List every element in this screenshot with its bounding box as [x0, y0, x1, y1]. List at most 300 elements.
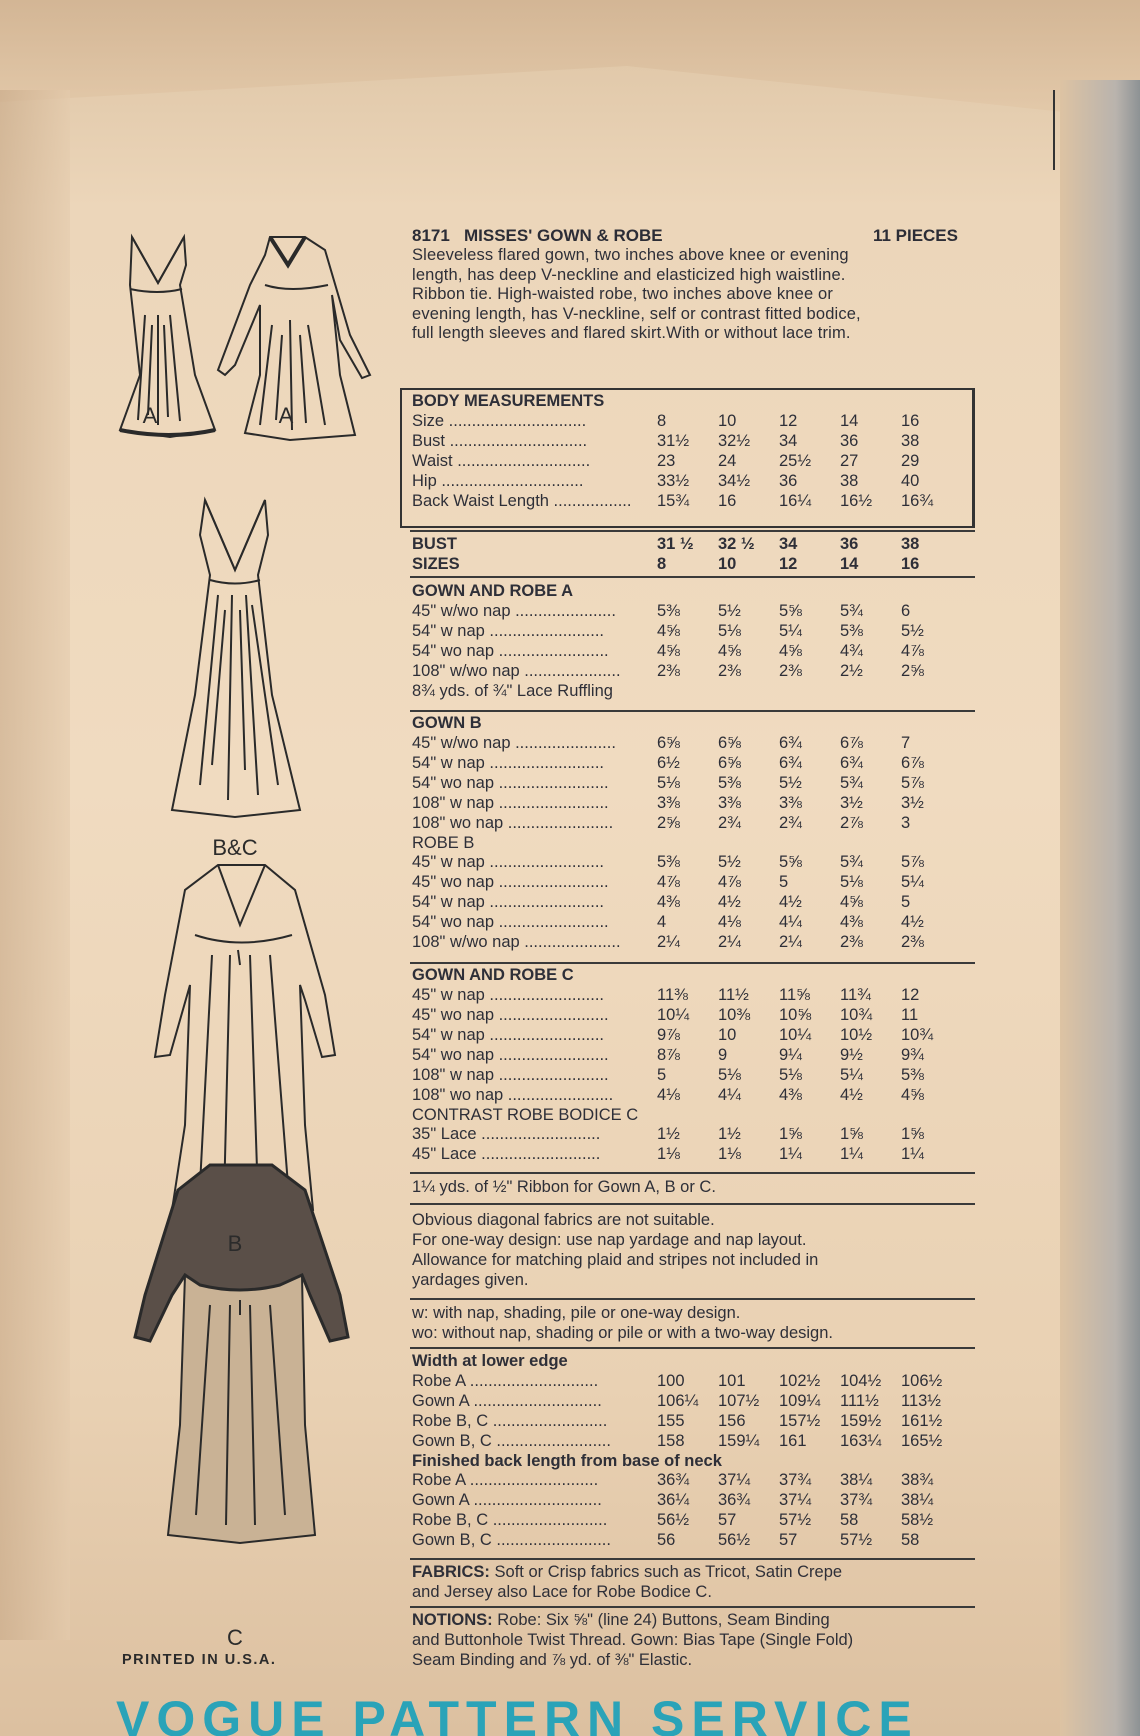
- divider: [410, 710, 975, 712]
- row-label: 45" w/wo nap ......................: [412, 733, 616, 752]
- size-value-cell: 1⅛: [657, 1145, 680, 1164]
- size-value-cell: 5⅞: [901, 853, 924, 872]
- size-value-cell: 29: [901, 451, 920, 470]
- size-value-cell: 2⅝: [657, 813, 680, 832]
- description-line: length, has deep V-neckline and elasticized high waistline.: [412, 265, 846, 284]
- size-value-cell: 5⅝: [779, 601, 802, 620]
- notions-text: Seam Binding and ⅞ yd. of ⅜" Elastic.: [412, 1651, 693, 1669]
- row-label: 108" w nap ........................: [412, 1065, 609, 1084]
- size-value-cell: 6⅝: [657, 733, 680, 752]
- size-value-cell: 5¼: [779, 621, 802, 640]
- table-row: [412, 754, 962, 774]
- row-label: 45" w nap .........................: [412, 985, 605, 1004]
- size-value-cell: 4⅝: [718, 641, 741, 660]
- size-value-cell: 11¾: [840, 985, 871, 1004]
- section-footer: 8¾ yds. of ¾" Lace Ruffling: [412, 681, 613, 700]
- size-value-cell: 14: [840, 411, 859, 430]
- size-value-cell: 58: [901, 1531, 920, 1550]
- table-row: [412, 893, 962, 913]
- size-value-cell: 2⅞: [840, 813, 863, 832]
- table-row: [412, 662, 962, 682]
- size-value-cell: 56½: [657, 1511, 690, 1530]
- size-value-cell: 1⅛: [718, 1145, 741, 1164]
- note-line: For one-way design: use nap yardage and nap layout.: [412, 1231, 807, 1249]
- gown-robe-a-section: [412, 582, 962, 701]
- row-label: 108" wo nap .......................: [412, 813, 614, 832]
- size-value-cell: 4⅜: [840, 913, 863, 932]
- size-value-cell: 5½: [718, 853, 741, 872]
- pattern-number: 8171: [412, 226, 450, 245]
- size-value-cell: 4¼: [718, 1085, 741, 1104]
- size-value-cell: 16: [901, 411, 920, 430]
- size-value-cell: 10¾: [901, 1025, 934, 1044]
- row-label: Back Waist Length .................: [412, 491, 632, 510]
- size-value-cell: 37¾: [779, 1471, 812, 1490]
- envelope-right-edge: [1060, 80, 1140, 1736]
- size-value-cell: 57½: [840, 1531, 873, 1550]
- size-value-cell: 4½: [718, 893, 741, 912]
- size-value-cell: 24: [718, 451, 737, 470]
- size-value-cell: 10½: [840, 1025, 873, 1044]
- size-value-cell: 4½: [901, 913, 924, 932]
- divider: [410, 1172, 975, 1174]
- size-value-cell: 6¾: [840, 753, 863, 772]
- size-value-cell: 1¼: [901, 1145, 924, 1164]
- divider: [410, 1298, 975, 1300]
- row-label: Bust ..............................: [412, 431, 588, 450]
- size-value-cell: 5½: [718, 601, 741, 620]
- size-value-cell: 2⅜: [718, 661, 741, 680]
- size-value-cell: 2¾: [779, 813, 802, 832]
- divider: [410, 530, 975, 532]
- row-label: Gown A ............................: [412, 1491, 602, 1510]
- length-title: Finished back length from base of neck: [412, 1451, 722, 1470]
- table-row: [412, 1026, 962, 1046]
- envelope-left-edge: [0, 90, 70, 1640]
- size-value-cell: 165½: [901, 1431, 943, 1450]
- row-label: Size ..............................: [412, 411, 587, 430]
- size-value-cell: 16¼: [779, 491, 812, 510]
- row-label: 108" w/wo nap .....................: [412, 933, 621, 952]
- size-value-cell: 5⅜: [657, 601, 680, 620]
- table-row: [412, 873, 962, 893]
- size-value-cell: 5⅞: [901, 773, 924, 792]
- size-value-cell: 25½: [779, 451, 812, 470]
- notions-note: [412, 1610, 962, 1670]
- row-label: Robe A ............................: [412, 1371, 599, 1390]
- size-value-cell: 5⅜: [901, 1065, 924, 1084]
- table-row: [412, 1471, 962, 1491]
- size-value-cell: 38¼: [840, 1471, 873, 1490]
- size-value-cell: 38¼: [901, 1491, 934, 1510]
- description-line: evening length, has V-neckline, self or contrast fitted bodice,: [412, 304, 861, 323]
- size-value-cell: 36¾: [718, 1491, 751, 1510]
- row-label: 35" Lace ..........................: [412, 1125, 601, 1144]
- section-title: GOWN B: [412, 714, 482, 732]
- note-line: yardages given.: [412, 1271, 529, 1289]
- sketch-gown-bc: [172, 500, 300, 817]
- size-value-cell: 1½: [657, 1125, 680, 1144]
- size-value-cell: 10¾: [840, 1005, 873, 1024]
- gown-robe-c-section: [412, 966, 962, 1165]
- size-value-cell: 57½: [779, 1511, 812, 1530]
- size-value-cell: 9⅞: [657, 1025, 680, 1044]
- size-value-cell: 159¼: [718, 1431, 760, 1450]
- table-row: [412, 1372, 962, 1392]
- description-line: full length sleeves and flared skirt.With or without lace trim.: [412, 324, 851, 342]
- garment-sketches: [100, 225, 400, 1685]
- size-value-cell: 107½: [718, 1391, 760, 1410]
- size-value-cell: 5¼: [840, 1065, 863, 1084]
- size-value-cell: 10⅜: [718, 1005, 751, 1024]
- size-value-cell: 4¾: [840, 641, 863, 660]
- size-value-cell: 5⅛: [840, 873, 863, 892]
- size-value-cell: 33½: [657, 471, 690, 490]
- table-row: [412, 1046, 962, 1066]
- table-row: [412, 734, 962, 754]
- notions-label: NOTIONS:: [412, 1611, 493, 1629]
- size-value-cell: 156: [718, 1411, 746, 1430]
- table-row: [412, 412, 962, 432]
- pattern-title: MISSES' GOWN & ROBE: [464, 226, 663, 245]
- size-value-cell: 34½: [718, 471, 751, 490]
- size-value-cell: 2¼: [779, 933, 802, 952]
- size-value-cell: 2⅝: [901, 661, 924, 680]
- note-line: wo: without nap, shading or pile or with a two-way design.: [412, 1324, 833, 1342]
- divider: [410, 1203, 975, 1205]
- row-label: BUST: [412, 535, 457, 554]
- row-label: 45" Lace ..........................: [412, 1145, 601, 1164]
- size-value-cell: 5: [779, 873, 789, 892]
- size-value-cell: 10: [718, 411, 737, 430]
- size-value-cell: 16¾: [901, 491, 934, 510]
- table-row: [412, 933, 962, 953]
- notions-text: Robe: Six ⅝" (line 24) Buttons, Seam Binding: [492, 1611, 830, 1629]
- size-value-cell: 10: [718, 1025, 737, 1044]
- table-row: [412, 814, 962, 834]
- size-value-cell: 161½: [901, 1411, 943, 1430]
- row-label: 45" wo nap ........................: [412, 1005, 609, 1024]
- sketch-gown-a: [120, 237, 215, 437]
- body-measurements-table: [412, 412, 962, 512]
- table-row: [412, 432, 962, 452]
- size-value-cell: 56½: [718, 1531, 751, 1550]
- size-value-cell: 15¾: [657, 491, 690, 510]
- note-line: Allowance for matching plaid and stripes not included in: [412, 1251, 819, 1269]
- size-value-cell: 158: [657, 1431, 685, 1450]
- size-value-cell: 102½: [779, 1371, 821, 1390]
- size-value-cell: 4⅜: [657, 893, 680, 912]
- size-value-cell: 106½: [901, 1371, 943, 1390]
- size-value-cell: 5¾: [840, 773, 863, 792]
- size-value-cell: 56: [657, 1531, 676, 1550]
- notions-text: and Buttonhole Twist Thread. Gown: Bias Tape (Single Fold): [412, 1631, 854, 1649]
- size-value-cell: 1¼: [840, 1145, 863, 1164]
- size-value-cell: 5⅛: [718, 1065, 741, 1084]
- row-label: SIZES: [412, 555, 460, 574]
- size-value-cell: 4⅞: [901, 641, 924, 660]
- sketch-robe-c: [135, 1165, 348, 1543]
- table-row: [412, 1392, 962, 1412]
- size-value-cell: 2⅜: [840, 933, 863, 952]
- fabric-notes: [412, 1210, 962, 1290]
- description-line: Sleeveless flared gown, two inches above knee or evening: [412, 246, 849, 264]
- size-value-cell: 12: [779, 555, 798, 574]
- size-value-cell: 163¼: [840, 1431, 882, 1450]
- size-value-cell: 11½: [718, 985, 749, 1004]
- size-value-cell: 4⅜: [779, 1085, 802, 1104]
- table-row: [412, 1491, 962, 1511]
- divider: [410, 1347, 975, 1349]
- size-value-cell: 5: [901, 893, 911, 912]
- row-label: Gown A ............................: [412, 1391, 602, 1410]
- table-row: [412, 642, 962, 662]
- size-value-cell: 5: [657, 1065, 667, 1084]
- size-value-cell: 40: [901, 471, 920, 490]
- table-row: [412, 492, 962, 512]
- width-lower-edge: [412, 1352, 962, 1551]
- size-value-cell: 2½: [840, 661, 863, 680]
- size-value-cell: 5½: [779, 773, 802, 792]
- figure-label-c: C: [227, 1625, 243, 1650]
- row-label: Robe B, C .........................: [412, 1511, 608, 1530]
- section-table: [412, 986, 962, 1106]
- row-label: 108" w nap ........................: [412, 793, 609, 812]
- size-value-cell: 1⅝: [779, 1125, 802, 1144]
- section-table: [412, 853, 962, 953]
- size-value-cell: 14: [840, 555, 859, 574]
- size-value-cell: 5⅜: [840, 621, 863, 640]
- size-value-cell: 1⅝: [901, 1125, 924, 1144]
- size-value-cell: 8: [657, 411, 667, 430]
- size-value-cell: 32½: [718, 431, 751, 450]
- divider: [410, 1606, 975, 1608]
- section-title: GOWN AND ROBE A: [412, 582, 574, 600]
- nap-legend: [412, 1303, 962, 1343]
- table-row: [412, 452, 962, 472]
- size-value-cell: 5⅛: [718, 621, 741, 640]
- size-value-cell: 9½: [840, 1045, 863, 1064]
- table-row: [412, 535, 962, 555]
- size-value-cell: 1½: [718, 1125, 741, 1144]
- table-row: [412, 1086, 962, 1106]
- pattern-description: [412, 246, 962, 344]
- figure-label-a2: A: [278, 403, 294, 428]
- row-label: Robe B, C .........................: [412, 1411, 608, 1430]
- printed-in-usa: PRINTED IN U.S.A.: [122, 1652, 277, 1668]
- size-value-cell: 3⅜: [718, 793, 741, 812]
- size-value-cell: 58: [840, 1511, 859, 1530]
- section-title: CONTRAST ROBE BODICE C: [412, 1105, 639, 1124]
- envelope-crease: [1053, 90, 1055, 170]
- size-value-cell: 5¾: [840, 853, 863, 872]
- size-value-cell: 3⅜: [657, 793, 680, 812]
- size-value-cell: 4⅝: [657, 641, 680, 660]
- size-value-cell: 37¾: [840, 1491, 873, 1510]
- size-value-cell: 104½: [840, 1371, 882, 1390]
- table-row: [412, 1531, 962, 1551]
- size-value-cell: 2⅜: [779, 661, 802, 680]
- size-value-cell: 23: [657, 451, 676, 470]
- table-row: [412, 1066, 962, 1086]
- size-value-cell: 10: [718, 555, 737, 574]
- body-measurements: [412, 392, 962, 512]
- size-value-cell: 4⅝: [779, 641, 802, 660]
- section-table: [412, 1125, 962, 1165]
- row-label: Robe A ............................: [412, 1471, 599, 1490]
- size-value-cell: 100: [657, 1371, 685, 1390]
- size-value-cell: 1¼: [779, 1145, 802, 1164]
- size-value-cell: 7: [901, 733, 911, 752]
- table-row: [412, 913, 962, 933]
- size-value-cell: 4⅞: [657, 873, 680, 892]
- size-value-cell: 9¾: [901, 1045, 924, 1064]
- size-value-cell: 5⅜: [718, 773, 741, 792]
- size-value-cell: 36¾: [657, 1471, 690, 1490]
- size-value-cell: 155: [657, 1411, 685, 1430]
- row-label: 45" wo nap ........................: [412, 873, 609, 892]
- size-value-cell: 31 ½: [657, 535, 694, 554]
- size-value-cell: 58½: [901, 1511, 934, 1530]
- size-value-cell: 16: [901, 555, 920, 574]
- size-value-cell: 6⅞: [840, 733, 863, 752]
- size-value-cell: 2⅜: [901, 933, 924, 952]
- size-value-cell: 16: [718, 491, 737, 510]
- size-value-cell: 8: [657, 555, 667, 574]
- table-row: [412, 472, 962, 492]
- size-value-cell: 4⅛: [718, 913, 741, 932]
- fabrics-text: Soft or Crisp fabrics such as Tricot, Satin Crepe: [489, 1563, 843, 1581]
- row-label: Gown B, C .........................: [412, 1431, 611, 1450]
- row-label: Hip ...............................: [412, 471, 584, 490]
- size-value-cell: 4⅝: [657, 621, 680, 640]
- table-row: [412, 555, 962, 575]
- size-value-cell: 2⅜: [657, 661, 680, 680]
- note-line: Obvious diagonal fabrics are not suitable.: [412, 1211, 715, 1229]
- size-value-cell: 109¼: [779, 1391, 821, 1410]
- row-label: Waist .............................: [412, 451, 591, 470]
- size-value-cell: 8⅞: [657, 1045, 680, 1064]
- size-value-cell: 4⅛: [657, 1085, 680, 1104]
- table-row: [412, 602, 962, 622]
- size-value-cell: 2¾: [718, 813, 741, 832]
- size-value-cell: 6⅝: [718, 733, 741, 752]
- width-title: Width at lower edge: [412, 1352, 568, 1370]
- size-value-cell: 38¾: [901, 1471, 934, 1490]
- section-table: [412, 602, 962, 682]
- figure-label-b: B: [227, 1231, 243, 1256]
- body-measurements-title: BODY MEASUREMENTS: [412, 392, 605, 410]
- size-value-cell: 113½: [901, 1391, 942, 1410]
- table-row: [412, 1412, 962, 1432]
- size-value-cell: 6⅞: [901, 753, 924, 772]
- size-value-cell: 27: [840, 451, 859, 470]
- size-value-cell: 5⅛: [657, 773, 680, 792]
- size-value-cell: 157½: [779, 1411, 821, 1430]
- size-value-cell: 4: [657, 913, 667, 932]
- divider: [410, 576, 975, 578]
- row-label: 54" wo nap ........................: [412, 641, 609, 660]
- table-row: [412, 794, 962, 814]
- note-line: w: with nap, shading, pile or one-way design.: [412, 1304, 741, 1322]
- size-value-cell: 3½: [840, 793, 863, 812]
- table-row: [412, 1006, 962, 1026]
- table-row: [412, 622, 962, 642]
- row-label: 45" w/wo nap ......................: [412, 601, 616, 620]
- row-label: 54" w nap .........................: [412, 893, 605, 912]
- size-value-cell: 34: [779, 431, 798, 450]
- garment-illustrations: [100, 225, 400, 1685]
- section-title: ROBE B: [412, 833, 475, 852]
- brand-banner: VOGUE PATTERN SERVICE: [116, 1691, 919, 1736]
- size-value-cell: 34: [779, 535, 798, 554]
- size-value-cell: 36: [840, 535, 859, 554]
- length-table: [412, 1471, 962, 1551]
- size-value-cell: 11⅝: [779, 985, 810, 1004]
- row-label: 54" w nap .........................: [412, 1025, 605, 1044]
- figure-label-bc: B&C: [212, 835, 258, 860]
- row-label: 108" w/wo nap .....................: [412, 661, 621, 680]
- fabrics-note: [412, 1562, 962, 1602]
- fabrics-text: and Jersey also Lace for Robe Bodice C.: [412, 1583, 712, 1601]
- row-label: 54" w nap .........................: [412, 621, 605, 640]
- row-label: 54" wo nap ........................: [412, 773, 609, 792]
- size-value-cell: 4½: [840, 1085, 863, 1104]
- row-label: Gown B, C .........................: [412, 1531, 611, 1550]
- size-value-cell: 5½: [901, 621, 924, 640]
- size-value-cell: 4⅞: [718, 873, 741, 892]
- size-value-cell: 57: [779, 1531, 798, 1550]
- divider: [410, 962, 975, 964]
- description-line: Ribbon tie. High-waisted robe, two inches above knee or: [412, 285, 833, 303]
- size-value-cell: 111½: [840, 1391, 879, 1410]
- size-value-cell: 6⅝: [718, 753, 741, 772]
- size-value-cell: 161: [779, 1431, 807, 1450]
- size-value-cell: 9¼: [779, 1045, 802, 1064]
- figure-label-a1: A: [142, 403, 158, 428]
- row-label: 54" wo nap ........................: [412, 1045, 609, 1064]
- size-value-cell: 38: [901, 431, 920, 450]
- size-value-cell: 36: [840, 431, 859, 450]
- fabrics-label: FABRICS:: [412, 1563, 490, 1581]
- sketch-robe-b: [155, 865, 335, 1215]
- size-value-cell: 6: [901, 601, 911, 620]
- table-row: [412, 1511, 962, 1531]
- gown-b-section: [412, 714, 962, 953]
- ribbon-note: 1¼ yds. of ½" Ribbon for Gown A, B or C.: [412, 1178, 716, 1196]
- pattern-header: [412, 226, 958, 246]
- table-row: [412, 1125, 962, 1145]
- size-value-cell: 38: [901, 535, 920, 554]
- size-value-cell: 159½: [840, 1411, 882, 1430]
- size-value-cell: 5¼: [901, 873, 924, 892]
- size-value-cell: 36: [779, 471, 798, 490]
- size-value-cell: 37¼: [779, 1491, 812, 1510]
- size-value-cell: 101: [718, 1371, 746, 1390]
- size-value-cell: 12: [779, 411, 798, 430]
- size-value-cell: 11: [901, 1005, 919, 1024]
- size-value-cell: 10⅝: [779, 1005, 812, 1024]
- table-row: [412, 774, 962, 794]
- table-row: [412, 1432, 962, 1452]
- size-value-cell: 106¼: [657, 1391, 699, 1410]
- table-row: [412, 986, 962, 1006]
- size-value-cell: 5¾: [840, 601, 863, 620]
- size-value-cell: 31½: [657, 431, 690, 450]
- size-value-cell: 32 ½: [718, 535, 755, 554]
- size-value-cell: 6¾: [779, 753, 802, 772]
- size-value-cell: 4⅝: [901, 1085, 924, 1104]
